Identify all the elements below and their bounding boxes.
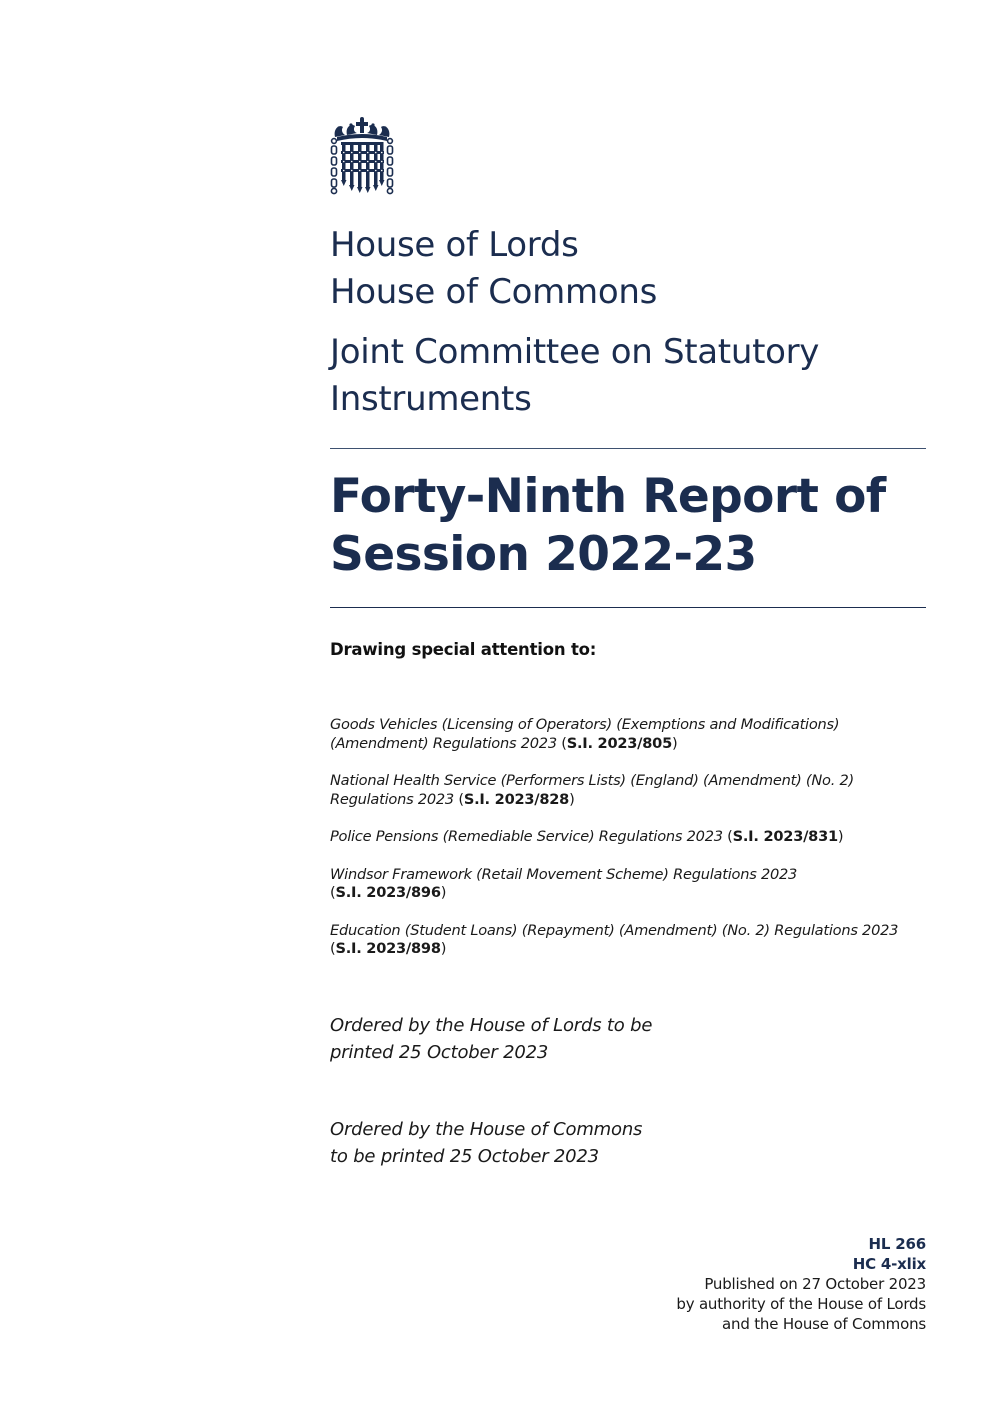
ordered-commons-line-1: Ordered by the House of Commons	[330, 1119, 643, 1140]
attention-heading: Drawing special attention to:	[330, 640, 597, 659]
hc-paper-number: HC 4-xlix	[852, 1255, 926, 1273]
instrument-title: Education (Student Loans) (Repayment) (Amendment) (No. 2) Regulations 2023	[330, 921, 899, 939]
published-date: Published on 27 October 2023	[704, 1275, 926, 1293]
committee-name-line-2: Instruments	[330, 379, 532, 419]
instrument-ref: S.I. 2023/831	[732, 828, 838, 845]
instruments-list	[330, 716, 930, 978]
divider-bottom	[330, 607, 926, 608]
instrument-item: National Health Service (Performers Lists) (England) (Amendment) (No. 2) Regulations 2023 (S.I. 2023/828)	[330, 772, 854, 808]
committee-name-line-1: Joint Committee on Statutory	[330, 332, 820, 372]
instrument-ref: S.I. 2023/898	[335, 940, 441, 957]
instrument-item: Education (Student Loans) (Repayment) (Amendment) (No. 2) Regulations 2023 (S.I. 2023/898)	[330, 921, 899, 957]
report-title-line-2: Session 2022-23	[330, 527, 757, 582]
portcullis-crest-icon	[329, 117, 395, 196]
report-title-line-1: Forty-Ninth Report of	[330, 469, 886, 524]
instrument-ref: S.I. 2023/805	[566, 734, 672, 752]
instrument-title: National Health Service (Performers Lists) (England) (Amendment) (No. 2) Regulations 2023	[330, 772, 854, 808]
ordered-by-commons	[330, 1116, 750, 1170]
instrument-title: Windsor Framework (Retail Movement Scheme) Regulations 2023	[330, 865, 798, 883]
instrument-item: Windsor Framework (Retail Movement Scheme) Regulations 2023 (S.I. 2023/896)	[330, 865, 798, 901]
ordered-by-lords	[330, 1012, 750, 1066]
house-of-commons-label: House of Commons	[330, 272, 657, 312]
authority-line-1: by authority of the House of Lords	[676, 1295, 926, 1313]
instrument-title: Police Pensions (Remediable Service) Regulations 2023	[330, 828, 723, 845]
ordered-lords-line-1: Ordered by the House of Lords to be	[330, 1015, 653, 1036]
instrument-item: Goods Vehicles (Licensing of Operators) (Exemptions and Modifications) (Amendment) Regulations 2023 (S.I. 2023/805)	[330, 716, 840, 752]
instrument-title: Goods Vehicles (Licensing of Operators) (Exemptions and Modifications) (Amendment) Regulations 2023	[330, 716, 840, 752]
instrument-ref: S.I. 2023/896	[335, 884, 441, 901]
divider-top	[330, 448, 926, 449]
houses-heading	[330, 222, 930, 316]
authority-line-2: and the House of Commons	[722, 1315, 926, 1333]
report-title	[330, 468, 950, 584]
publication-info	[676, 1234, 926, 1334]
instrument-item: Police Pensions (Remediable Service) Regulations 2023 (S.I. 2023/831)	[330, 828, 844, 845]
house-of-lords-label: House of Lords	[330, 225, 579, 265]
instrument-ref: S.I. 2023/828	[463, 790, 570, 808]
committee-name	[330, 329, 930, 423]
hl-paper-number: HL 266	[868, 1235, 926, 1253]
ordered-commons-line-2: to be printed 25 October 2023	[330, 1146, 599, 1167]
ordered-lords-line-2: printed 25 October 2023	[330, 1042, 549, 1063]
